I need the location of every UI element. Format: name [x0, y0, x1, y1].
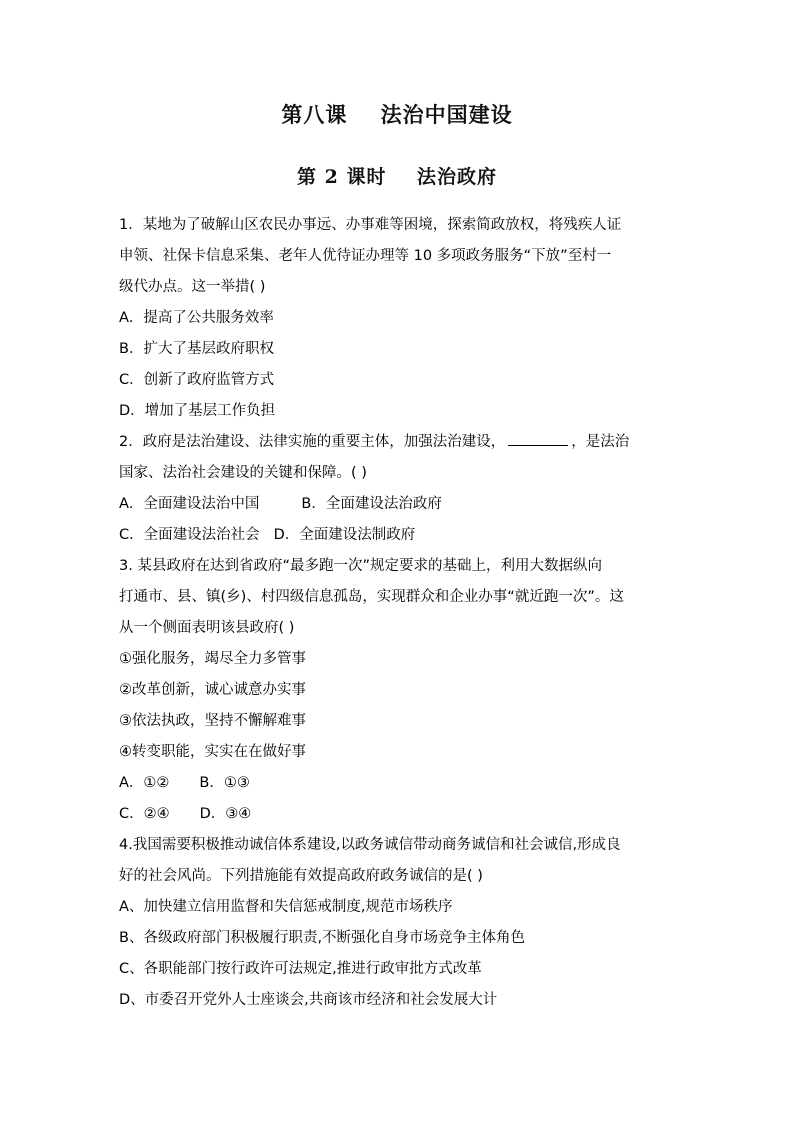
option-a: A．全面建设法治中国	[119, 496, 260, 512]
option-row	[119, 489, 679, 520]
question-1	[119, 210, 679, 427]
question-stem-line: 申领、社保卡信息采集、老年人优待证办理等 10 多项政务服务“下放”至村一	[119, 248, 612, 264]
question-2	[119, 427, 679, 551]
option-row	[119, 799, 679, 830]
question-stem-line: 从一个侧面表明该县政府( )	[119, 620, 295, 636]
option-d: D．增加了基层工作负担	[119, 403, 276, 419]
option-b: B．扩大了基层政府职权	[119, 341, 274, 357]
statement-2: ②改革创新，诚心诚意办实事	[119, 682, 306, 698]
option-d: D．③④	[199, 806, 252, 822]
option-b: B．①③	[199, 775, 250, 791]
option-b: B．全面建设法治政府	[301, 496, 442, 512]
section-title: 第 2 课时 法治政府	[297, 166, 497, 188]
question-stem-line: 4.我国需要积极推动诚信体系建设,以政务诚信带动商务诚信和社会诚信,形成良	[119, 837, 621, 853]
question-stem-line: 打通市、县、镇(乡)、村四级信息孤岛，实现群众和企业办事“就近跑一次”。这	[119, 589, 624, 605]
question-stem-line	[119, 427, 679, 458]
option-c: C．②④	[119, 806, 170, 822]
statement-1: ①强化服务，竭尽全力多管事	[119, 651, 306, 667]
question-stem-line: 1．某地为了破解山区农民办事远、办事难等困境，探索简政放权，将残疾人证	[119, 217, 622, 233]
option-row	[119, 520, 679, 551]
question-stem-line: 3. 某县政府在达到省政府“最多跑一次”规定要求的基础上，利用大数据纵向	[119, 558, 602, 574]
option-a: A、加快建立信用监督和失信惩戒制度,规范市场秩序	[119, 899, 453, 915]
lesson-title: 第八课 法治中国建设	[281, 102, 513, 127]
question-4	[119, 830, 679, 1016]
option-c: C．创新了政府监管方式	[119, 372, 275, 388]
option-a: A．①②	[119, 775, 170, 791]
question-stem-line: 国家、法治社会建设的关键和保障。( )	[119, 465, 367, 481]
question-stem-line: 级代办点。这一举措( )	[119, 279, 266, 295]
option-d: D．全面建设法制政府	[273, 527, 416, 543]
stem-text-before-blank: 2．政府是法治建设、法律实施的重要主体，加强法治建设，	[119, 434, 506, 450]
option-b: B、各级政府部门积极履行职责,不断强化自身市场竞争主体角色	[119, 930, 526, 946]
statement-3: ③依法执政，坚持不懈解难事	[119, 713, 306, 729]
question-list	[119, 210, 679, 1016]
option-c: C、各职能部门按行政许可法规定,推进行政审批方式改革	[119, 961, 482, 977]
option-a: A．提高了公共服务效率	[119, 310, 274, 326]
question-stem-line: 好的社会风尚。下列措施能有效提高政府政务诚信的是( )	[119, 868, 483, 884]
statement-4: ④转变职能，实实在在做好事	[119, 744, 306, 760]
question-3	[119, 551, 679, 830]
stem-text-after-blank: ，是法治	[571, 434, 630, 450]
fill-in-blank	[508, 429, 568, 446]
option-c: C．全面建设法治社会	[119, 527, 260, 543]
option-d: D、市委召开党外人士座谈会,共商该市经济和社会发展大计	[119, 992, 498, 1008]
option-row	[119, 768, 679, 799]
